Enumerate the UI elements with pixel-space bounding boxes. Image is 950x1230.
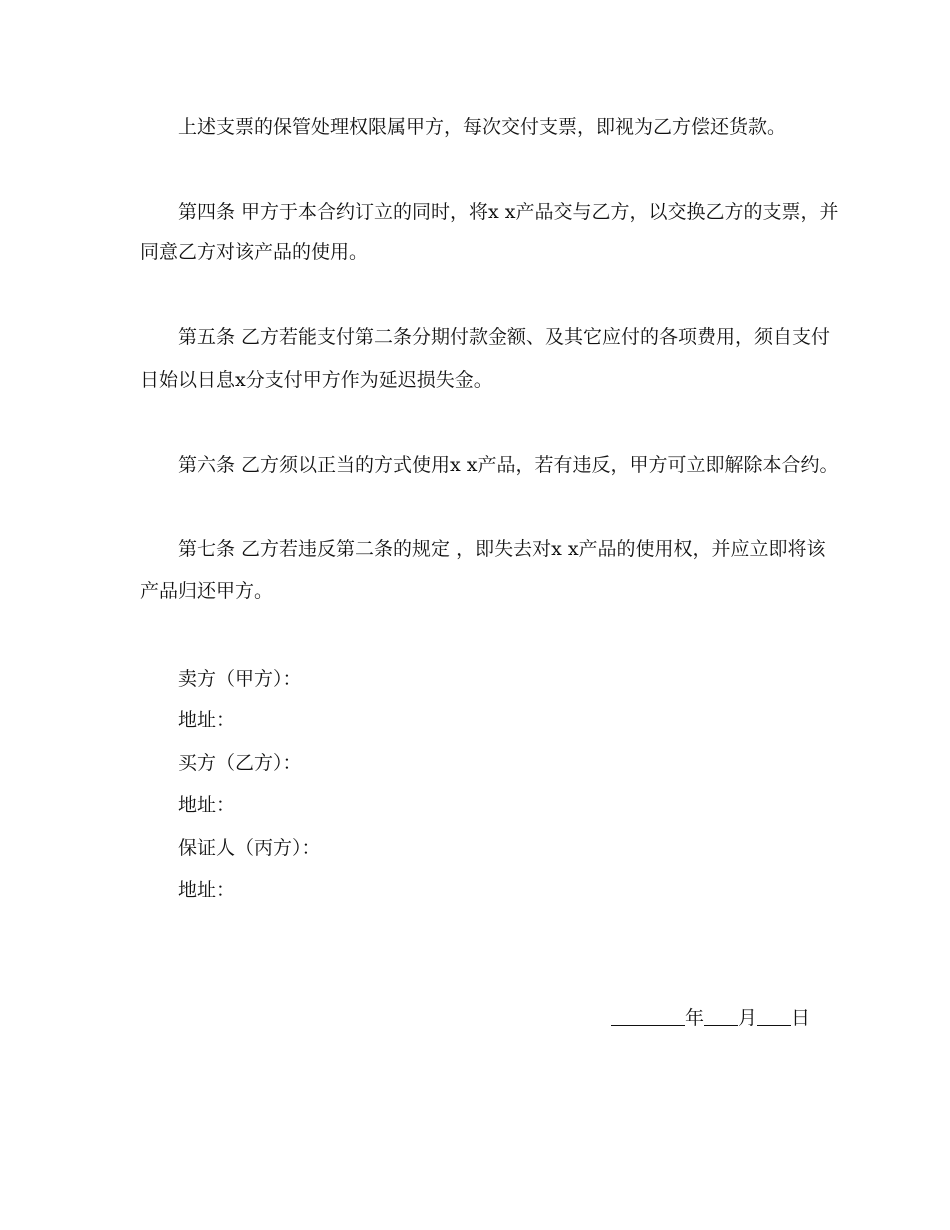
- article-4-line-2: 同意乙方对该产品的使用。: [140, 241, 369, 263]
- buyer-address-label: 地址：: [178, 794, 236, 816]
- article-6: 第六条 乙方须以正当的方式使用x x产品，若有违反，甲方可立即解除本合约。: [178, 454, 839, 476]
- seller-address-label: 地址：: [178, 709, 236, 731]
- date-line: [611, 1007, 810, 1029]
- month-label: 月: [737, 1007, 757, 1029]
- article-5-line-1: 第五条 乙方若能支付第二条分期付款金额、及其它应付的各项费用，须自支付: [178, 326, 831, 348]
- day-blank: [757, 1007, 791, 1026]
- article-4-line-1: 第四条 甲方于本合约订立的同时，将x x产品交与乙方，以交换乙方的支票，并: [178, 201, 839, 223]
- paragraph-cheque-custody: 上述支票的保管处理权限属甲方，每次交付支票，即视为乙方偿还货款。: [178, 116, 787, 138]
- article-7-line-1: 第七条 乙方若违反第二条的规定 ，即失去对x x产品的使用权，并应立即将该: [178, 538, 826, 560]
- article-7-line-2: 产品归还甲方。: [140, 580, 274, 602]
- month-blank: [704, 1007, 738, 1026]
- year-blank: [611, 1007, 685, 1026]
- guarantor-address-label: 地址：: [178, 879, 236, 901]
- article-5-line-2: 日始以日息x分支付甲方作为延迟损失金。: [140, 369, 493, 391]
- seller-label: 卖方（甲方）：: [178, 668, 302, 690]
- day-label: 日: [790, 1007, 810, 1029]
- buyer-label: 买方（乙方）：: [178, 752, 302, 774]
- guarantor-label: 保证人（丙方）：: [178, 837, 321, 859]
- year-label: 年: [684, 1007, 704, 1029]
